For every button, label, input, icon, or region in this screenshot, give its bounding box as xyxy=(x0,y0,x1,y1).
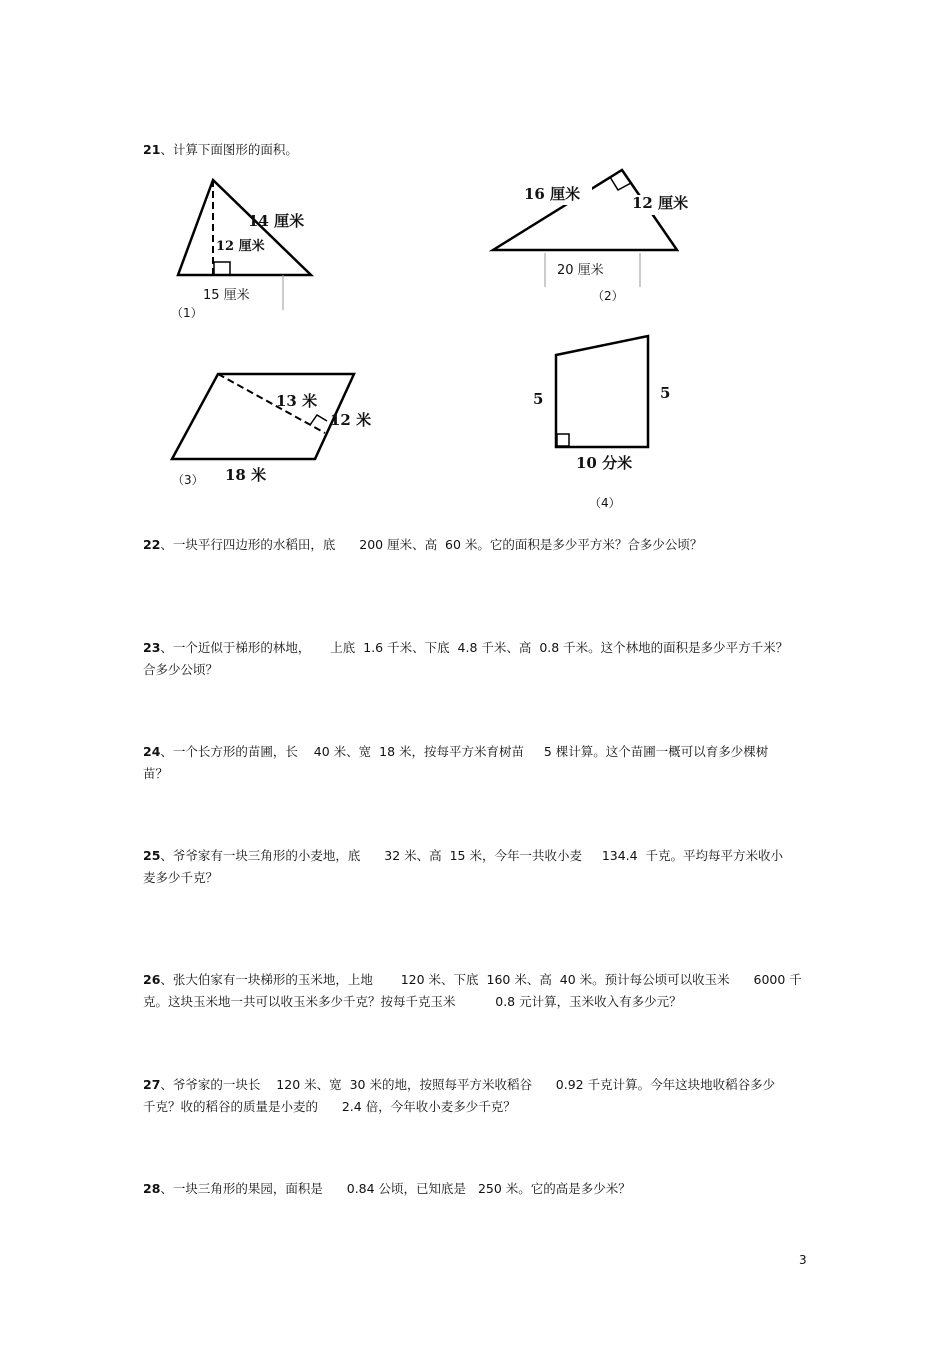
question-text: 、一个长方形的苗圃，长 40 米、宽 18 米，按每平方米育树苗 5 棵计算。这个苗圃一概可以育多少棵树 苗？ xyxy=(143,744,769,781)
fig3-height-label: 12 米 xyxy=(330,411,372,429)
fig2-base-label: 20 厘米 xyxy=(557,263,604,278)
question-number: 27 xyxy=(143,1077,161,1092)
fig4-base-label: 10 分米 xyxy=(576,454,633,472)
question-number: 24 xyxy=(143,744,161,759)
fig4-left-label: 5 xyxy=(533,390,546,408)
question-21 xyxy=(143,139,813,161)
question-number: 22 xyxy=(143,537,161,552)
fig2-side-a-label: 16 厘米 xyxy=(524,185,581,203)
fig2-caption: （2） xyxy=(592,289,624,303)
question-24 xyxy=(143,741,813,785)
fig1-caption: （1） xyxy=(171,306,203,320)
question-text: 、计算下面图形的面积。 xyxy=(160,142,298,157)
question-23 xyxy=(143,637,813,681)
figure-4-trapezoid xyxy=(548,330,658,452)
fig3-diagonal-label: 13 米 xyxy=(276,392,318,410)
question-number: 23 xyxy=(143,640,161,655)
fig1-height-label: 12 厘米 xyxy=(216,239,265,254)
question-text: 、张大伯家有一块梯形的玉米地，上地 120 米、下底 160 米、高 40 米。预计每公顷可以收玉米 6000 千 克。这块玉米地一共可以收玉米多少千克？按每千克玉米 0.8 元计算，玉米收入有多少元？ xyxy=(143,972,802,1009)
question-number: 26 xyxy=(143,972,161,987)
page-number: 3 xyxy=(799,1253,807,1267)
question-27 xyxy=(143,1074,813,1118)
question-text: 、一个近似于梯形的林地， 上底 1.6 千米、下底 4.8 千米、高 0.8 千米。这个林地的面积是多少平方千米？ 合多少公顷？ xyxy=(143,640,789,677)
question-text: 、爷爷家有一块三角形的小麦地，底 32 米、高 15 米，今年一共收小麦 134.4 千克。平均每平方米收小 麦多少千克？ xyxy=(143,848,784,885)
fig3-base-label: 18 米 xyxy=(225,466,267,484)
fig4-right-label: 5 xyxy=(660,384,673,402)
question-22 xyxy=(143,534,813,556)
question-28 xyxy=(143,1178,813,1200)
fig1-side-label: 14 厘米 xyxy=(248,212,305,230)
question-text: 、一块平行四边形的水稻田，底 200 厘米、高 60 米。它的面积是多少平方米？合多少公顷？ xyxy=(160,537,703,552)
question-text: 、爷爷家的一块长 120 米、宽 30 米的地，按照每平方米收稻谷 0.92 千克计算。今年这块地收稻谷多少 千克？收的稻谷的质量是小麦的 2.4 倍，今年收小麦多少千克？ xyxy=(143,1077,776,1114)
question-number: 25 xyxy=(143,848,161,863)
fig2-side-b-label: 12 厘米 xyxy=(632,194,689,212)
question-number: 21 xyxy=(143,142,161,157)
fig4-caption: （4） xyxy=(589,496,621,510)
question-text: 、一块三角形的果园，面积是 0.84 公顷，已知底是 250 米。它的高是多少米？ xyxy=(160,1181,631,1196)
fig3-caption: （3） xyxy=(172,473,204,487)
fig1-base-label: 15 厘米 xyxy=(203,288,250,303)
question-25 xyxy=(143,845,813,889)
question-number: 28 xyxy=(143,1181,161,1196)
question-26 xyxy=(143,969,813,1013)
